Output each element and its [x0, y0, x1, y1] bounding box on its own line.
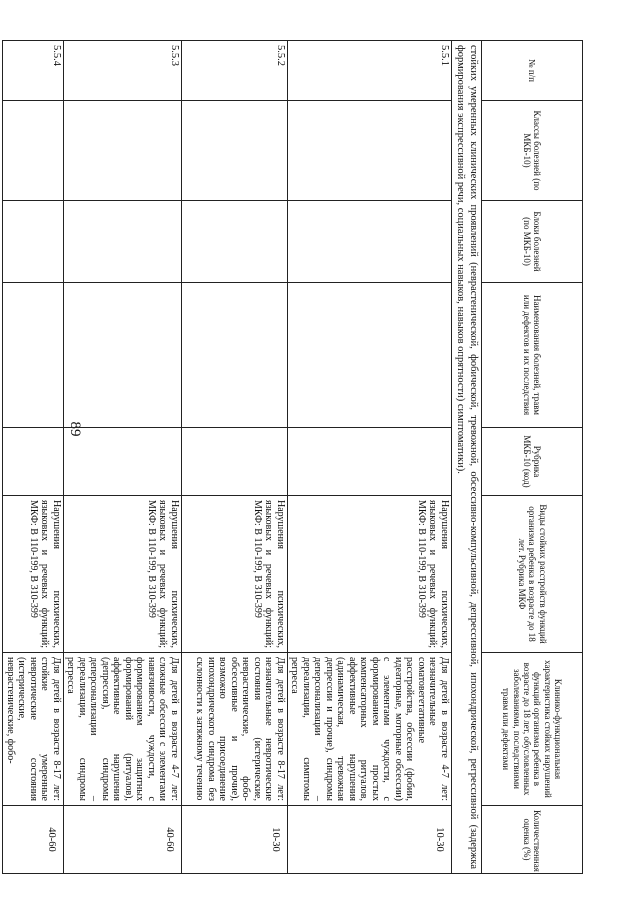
- header-types: Виды стойких расстройств функций организма ребенка в возрасте до 18 лет. Рубрика МКФ: [482, 496, 583, 653]
- row-types: Нарушения психических, языковых и речевых функций; МКФ: В 110-199, В 310-399: [181, 496, 287, 653]
- header-rubric: Рубрика МКБ-10 (код): [482, 428, 583, 496]
- row-classes: [287, 101, 451, 201]
- row-name: [287, 283, 451, 428]
- span-text: стойких умеренных клинических проявлений (неврастенической, фобической, тревожной, обсессивно-компульсивной, депрессивной, ипохондрической, регрессивной (задержка формирования экспрессивной речи, социальных навыков, навыков опрятности) симптоматики).: [451, 41, 481, 874]
- row-characteristics: Для детей в возрасте 8-17 лет: стойкие умеренные невротические состояния (истерические, неврастенические, фобо-: [3, 653, 64, 806]
- row-num: 5.5.2: [181, 41, 287, 101]
- table-row: [3, 41, 64, 874]
- table-row: [181, 41, 287, 874]
- row-characteristics: Для детей в возрасте 4-7 лет: сложные обсессии с элементами навязчивости, чуждости, с формированием защитных формирований (ритуалов), аффективные нарушения (депрессия), синдромы деперсонализации – дереализации, синдромы регресса: [63, 653, 181, 806]
- row-name: [63, 283, 181, 428]
- disability-criteria-table: [2, 40, 583, 874]
- table-row: [287, 41, 451, 874]
- header-blocks: Блоки болезней (по МКБ-10): [482, 201, 583, 283]
- row-quantity: 40-60: [63, 806, 181, 874]
- row-types: Нарушения психических, языковых и речевых функций; МКФ: В 110-199, В 310-399: [3, 496, 64, 653]
- page-number: 89: [67, 421, 83, 437]
- span-text-row: [451, 41, 481, 874]
- header-characteristics: Клинико-функциональная характеристика стойких нарушений функций организма ребенка в возрасте до 18 лет, обусловленных заболеваниями, последствиями травм или дефектами: [482, 653, 583, 806]
- row-rubric: [287, 428, 451, 496]
- header-quantity: Количественная оценка (%): [482, 806, 583, 874]
- row-classes: [181, 101, 287, 201]
- row-quantity: 40-60: [3, 806, 64, 874]
- table-row: [63, 41, 181, 874]
- header-name: Наименования болезней, травм или дефектов и их последствия: [482, 283, 583, 428]
- row-blocks: [63, 201, 181, 283]
- row-types: Нарушения психических, языковых и речевых функций; МКФ: В 110-199, В 310-399: [287, 496, 451, 653]
- row-num: 5.5.4: [3, 41, 64, 101]
- row-name: [3, 283, 64, 428]
- row-rubric: [3, 428, 64, 496]
- row-quantity: 10-30: [287, 806, 451, 874]
- row-rubric: [63, 428, 181, 496]
- row-blocks: [181, 201, 287, 283]
- row-characteristics: Для детей в возрасте 4-7 лет: незначительные соматовегетативные расстройства, обсессии (фобии, идеаторные, моторные обсессии) с элементами чуждости, с формированием простых компенсаторных ритуалов, аффективные нарушения (адинамическая, тревожная депрессии и прочие), синдромы деперсонализации – дереализации, симптомы регресса: [287, 653, 451, 806]
- header-classes: Классы болезней (по МКБ-10): [482, 101, 583, 201]
- row-classes: [3, 101, 64, 201]
- row-num: 5.5.1: [287, 41, 451, 101]
- row-num: 5.5.3: [63, 41, 181, 101]
- table-header-row: [482, 41, 583, 874]
- header-num: № п/п: [482, 41, 583, 101]
- row-classes: [63, 101, 181, 201]
- row-name: [181, 283, 287, 428]
- row-rubric: [181, 428, 287, 496]
- row-types: Нарушения психических, языковых и речевых функций; МКФ: В 110-199, В 310-399: [63, 496, 181, 653]
- row-blocks: [287, 201, 451, 283]
- row-blocks: [3, 201, 64, 283]
- rotated-table-sheet: [4, 40, 583, 873]
- row-quantity: 10-30: [181, 806, 287, 874]
- row-characteristics: Для детей в возрасте 8-17 лет: незначительные невротические состояния (истерические, неврастенические, фобо-обсессивные и прочие), возможно присоединение ипохондрического синдрома без склонности к затяжному течению: [181, 653, 287, 806]
